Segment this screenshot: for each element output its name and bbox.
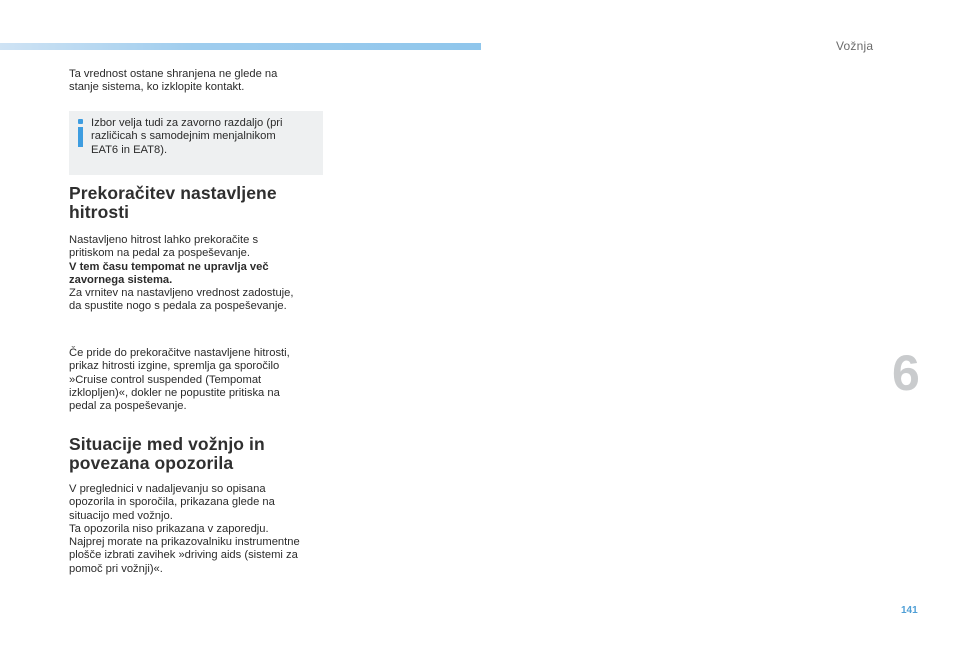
info-icon <box>77 119 85 149</box>
info-note-text <box>91 117 319 157</box>
text-line: pritiskom na pedal za pospeševanje. <box>69 247 250 260</box>
header-color-bar <box>0 43 481 50</box>
text-line: plošče izbrati zavihek »driving aids (sistemi za <box>69 549 298 562</box>
text-line: Ta opozorila niso prikazana v zaporedju. <box>69 522 269 535</box>
text-line: V preglednici v nadaljevanju so opisana <box>69 483 266 495</box>
heading-line: Situacije med vožnjo in <box>69 434 265 454</box>
intro-paragraph <box>69 68 324 95</box>
text-line: da spustite nogo s pedala za pospeševanje. <box>69 300 287 313</box>
text-line: Če pride do prekoračitve nastavljene hitrosti, <box>69 347 290 359</box>
text-line: prikaz hitrosti izgine, spremlja ga sporočilo <box>69 360 280 373</box>
speed-exceed-display-paragraph <box>69 347 324 413</box>
text-line: Izbor velja tudi za zavorno razdaljo (pri <box>91 117 283 129</box>
text-line: pomoč pri vožnji)«. <box>69 562 163 575</box>
bold-text-line: V tem času tempomat ne upravlja več <box>69 260 269 273</box>
heading-line: povezana opozorila <box>69 453 234 473</box>
bold-text-line: zavornega sistema. <box>69 273 173 286</box>
text-line: situacijo med vožnjo. <box>69 509 173 522</box>
text-line: pedal za pospeševanje. <box>69 400 187 413</box>
text-line: Za vrnitev na nastavljeno vrednost zadostuje, <box>69 287 294 300</box>
text-line: Najprej morate na prikazovalniku instrumentne <box>69 536 300 549</box>
heading-line: hitrosti <box>69 202 130 222</box>
heading-line: Prekoračitev nastavljene <box>69 183 277 203</box>
section-heading-speed-exceed <box>69 184 329 222</box>
text-line: izklopljen)«, dokler ne popustite pritiska na <box>69 386 280 399</box>
text-line: EAT6 in EAT8). <box>91 143 168 156</box>
speed-exceed-paragraph <box>69 234 324 314</box>
page-number: 141 <box>901 605 918 616</box>
text-line: Ta vrednost ostane shranjena ne glede na <box>69 68 278 80</box>
driving-situations-paragraph <box>69 483 324 576</box>
section-title: Vožnja <box>836 39 874 53</box>
section-heading-driving-situations <box>69 435 329 473</box>
info-note-box <box>69 111 323 175</box>
text-line: različicah s samodejnim menjalnikom <box>91 130 276 143</box>
text-line: Nastavljeno hitrost lahko prekoračite s <box>69 234 259 246</box>
text-line: stanje sistema, ko izklopite kontakt. <box>69 81 245 94</box>
text-line: »Cruise control suspended (Tempomat <box>69 373 262 386</box>
text-line: opozorila in sporočila, prikazana glede na <box>69 496 275 509</box>
chapter-number: 6 <box>892 345 920 401</box>
